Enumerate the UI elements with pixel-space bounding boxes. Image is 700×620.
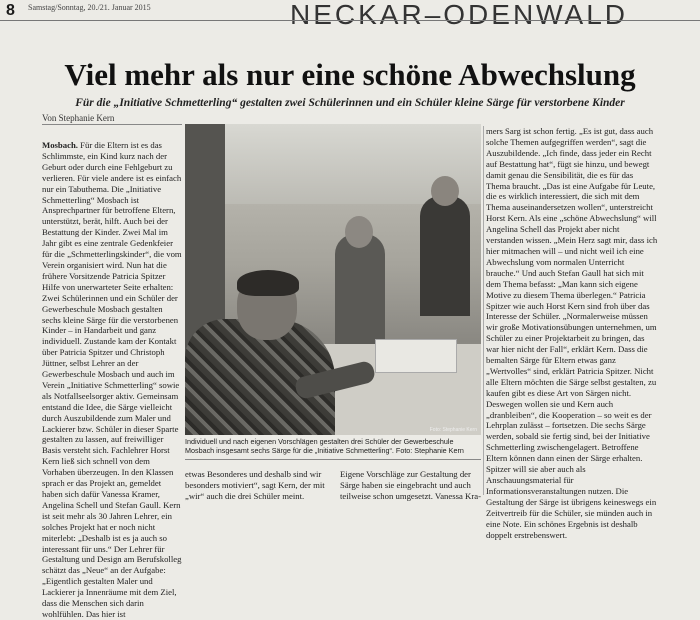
byline: Von Stephanie Kern	[42, 113, 115, 123]
masthead	[0, 0, 700, 30]
photo-person-student-head	[345, 216, 373, 248]
column-left-text: Für die Eltern ist es das Schlimmste, ein Kind kurz nach der Geburt oder durch eine Fehlgeburt zu verlieren. Für viele andere ist es einfach nur ein Tabuthema. Die „Initiative Schmetterling“ Mosbach ist Ansprechpartner für betroffene Eltern, unterstützt, berät, hilft. Auch bei der Bestattung der Kinder. Zwei Mal im Jahr gibt es eine zentrale Gedenkfeier für die „Schmetterlingskinder“, die vom Verein organisiert wird. Nun hat die frühere Vorsitzende Patricia Spitzer Hilfe von unerwarteter Seite erhalten: Zwei Schülerinnen und ein Schüler der Gewerbeschule Mosbach gestalten sechs kleine Särge für die verstorbenen Kinder – in Handarbeit und ganz individuell. Zustande kam der Kontakt über Patricia Spitzer und Christoph Jüttner, selbst Lehrer an der Gewerbeschule Mosbach und auch im Verein „Initiative Schmetterling“ sowie als Notfallseelsorger aktiv. Gemeinsam entstand die Idee, die Särge vielleicht durch Auszubildende zum Maler und Lackierer bzw. Schüler in dieser Sparte gestalten zu lassen, auf freiwilliger Basis versteht sich. Fachlehrer Horst Kern ließ sich schnell von dem Vorhaben überzeugen. In den Klassen sprach er das Projekt an, gemeldet haben sich dafür Vanessa Kramer, Angelina Schell und Stefan Gaull. Kern ist seit mehr als 30 Jahren Lehrer, ein solches Projekt hat er noch nicht miterlebt: „Deshalb ist es ja auch so interessant für uns.“ Der Lehrer für Gestaltung und Design am Berufskolleg schätzt das „Neue“ an der Aufgabe: „Eigentlich gestalten Maler und Lackierer ja Innenräume mit dem Ziel, dass die Menschen sich darin wohlfühlen. Das hier ist	[42, 140, 182, 619]
photo-person-teacher	[420, 196, 470, 316]
article-column-center-a: etwas Besonderes und deshalb sind wir besonders motiviert“, sagt Kern, der mit „wir“ auch die drei Schüler meint.	[185, 469, 325, 501]
article-photo	[185, 124, 481, 435]
article-column-left	[42, 140, 182, 619]
article-column-right: mers Sarg ist schon fertig. „Es ist gut, dass auch solche Themen aufgegriffen werden“, sagt die Auszubildende. „Ich finde, dass jeder ein Recht auf Bestattung hat“, fügt sie hinzu, und bewegt damit genau die Sensibilität, die es für das Thema braucht. „Das ist eine Aufgabe für Leute, die es wirklich interessiert, die sich mit dem Thema auseinandersetzen wollen“, unterstreicht Horst Kern. Als eine „schöne Abwechslung“ will Angelina Schell das Projekt aber nicht verstanden wissen. „Mein Herz sagt mir, dass ich hier mitmachen will – und nicht weil ich eine Abwechslung vom normalen Unterricht brauche.“ Und auch Stefan Gaull hat sich mit dem Thema befasst: „Man kann sich eigene Motive zu diesem Thema überlegen.“ Patricia Spitzer wie auch Horst Kern sind froh über das Interesse der Schüler. „Normalerweise müssen wir große Motivationsübungen unternehmen, um Schüler zu einer Projektarbeit zu bringen, das war hier nicht der Fall“, erklärt Kern. Dass die bemalten Särge für Eltern etwas ganz „Wertvolles“ sind, erklärt Patricia Spitzer. Nicht alle Eltern möchten die Särge selbst gestalten, zu kaufen gibt es diese Art von Särgen nicht. Deswegen wollen sie und Kern auch „dranbleiben“, die Kooperation – so weit es der Lehrplan zulässt – fortsetzen. Die sechs Särge werden, sobald sie fertig sind, bei der Initiative Schmetterling zwischengelagert. Betroffene Eltern können dann einen der Särge erhalten. Spitzer will sie aber auch als Anschauungsmaterial für Informationsveranstaltungen nutzen. Die Gestaltung der Särge ist übrigens keineswegs ein Zeitvertreib für die Schüler, sie münden auch in eine Note. Ein schönes Ergebnis ist deshalb doppelt erstrebenswert.	[486, 126, 658, 540]
headline: Viel mehr als nur eine schöne Abwechslung	[64, 57, 636, 92]
date-line: Samstag/Sonntag, 20./21. Januar 2015	[28, 3, 151, 12]
byline-rule	[42, 124, 182, 125]
column-divider	[483, 126, 484, 495]
photo-coffin	[375, 339, 457, 373]
photo-person-student	[335, 234, 385, 354]
photo-caption: Individuell und nach eigenen Vorschlägen gestalten drei Schüler der Gewerbeschule Mosbach insgesamt sechs Särge für die „Initiative Schmetterling“. Foto: Stephanie Kern	[185, 437, 464, 455]
photo-student-hair	[237, 270, 299, 296]
dateline-lead: Mosbach.	[42, 140, 78, 150]
photo-person-teacher-head	[431, 176, 459, 206]
article-column-center-b: Eigene Vorschläge zur Gestaltung der Särge haben sie eingebracht und auch teilweise schon umgesetzt. Vanessa Kra-	[340, 469, 481, 501]
header-rule	[0, 20, 700, 21]
photo-credit: Foto: Stephanie Kern	[429, 427, 477, 433]
subheadline: Für die „Initiative Schmetterling“ gestalten zwei Schülerinnen und ein Schüler kleine Särge für verstorbene Kinder	[75, 97, 625, 109]
caption-rule	[185, 459, 481, 460]
page-number: 8	[6, 2, 15, 19]
section-name: NECKAR–ODENWALD	[290, 0, 629, 30]
